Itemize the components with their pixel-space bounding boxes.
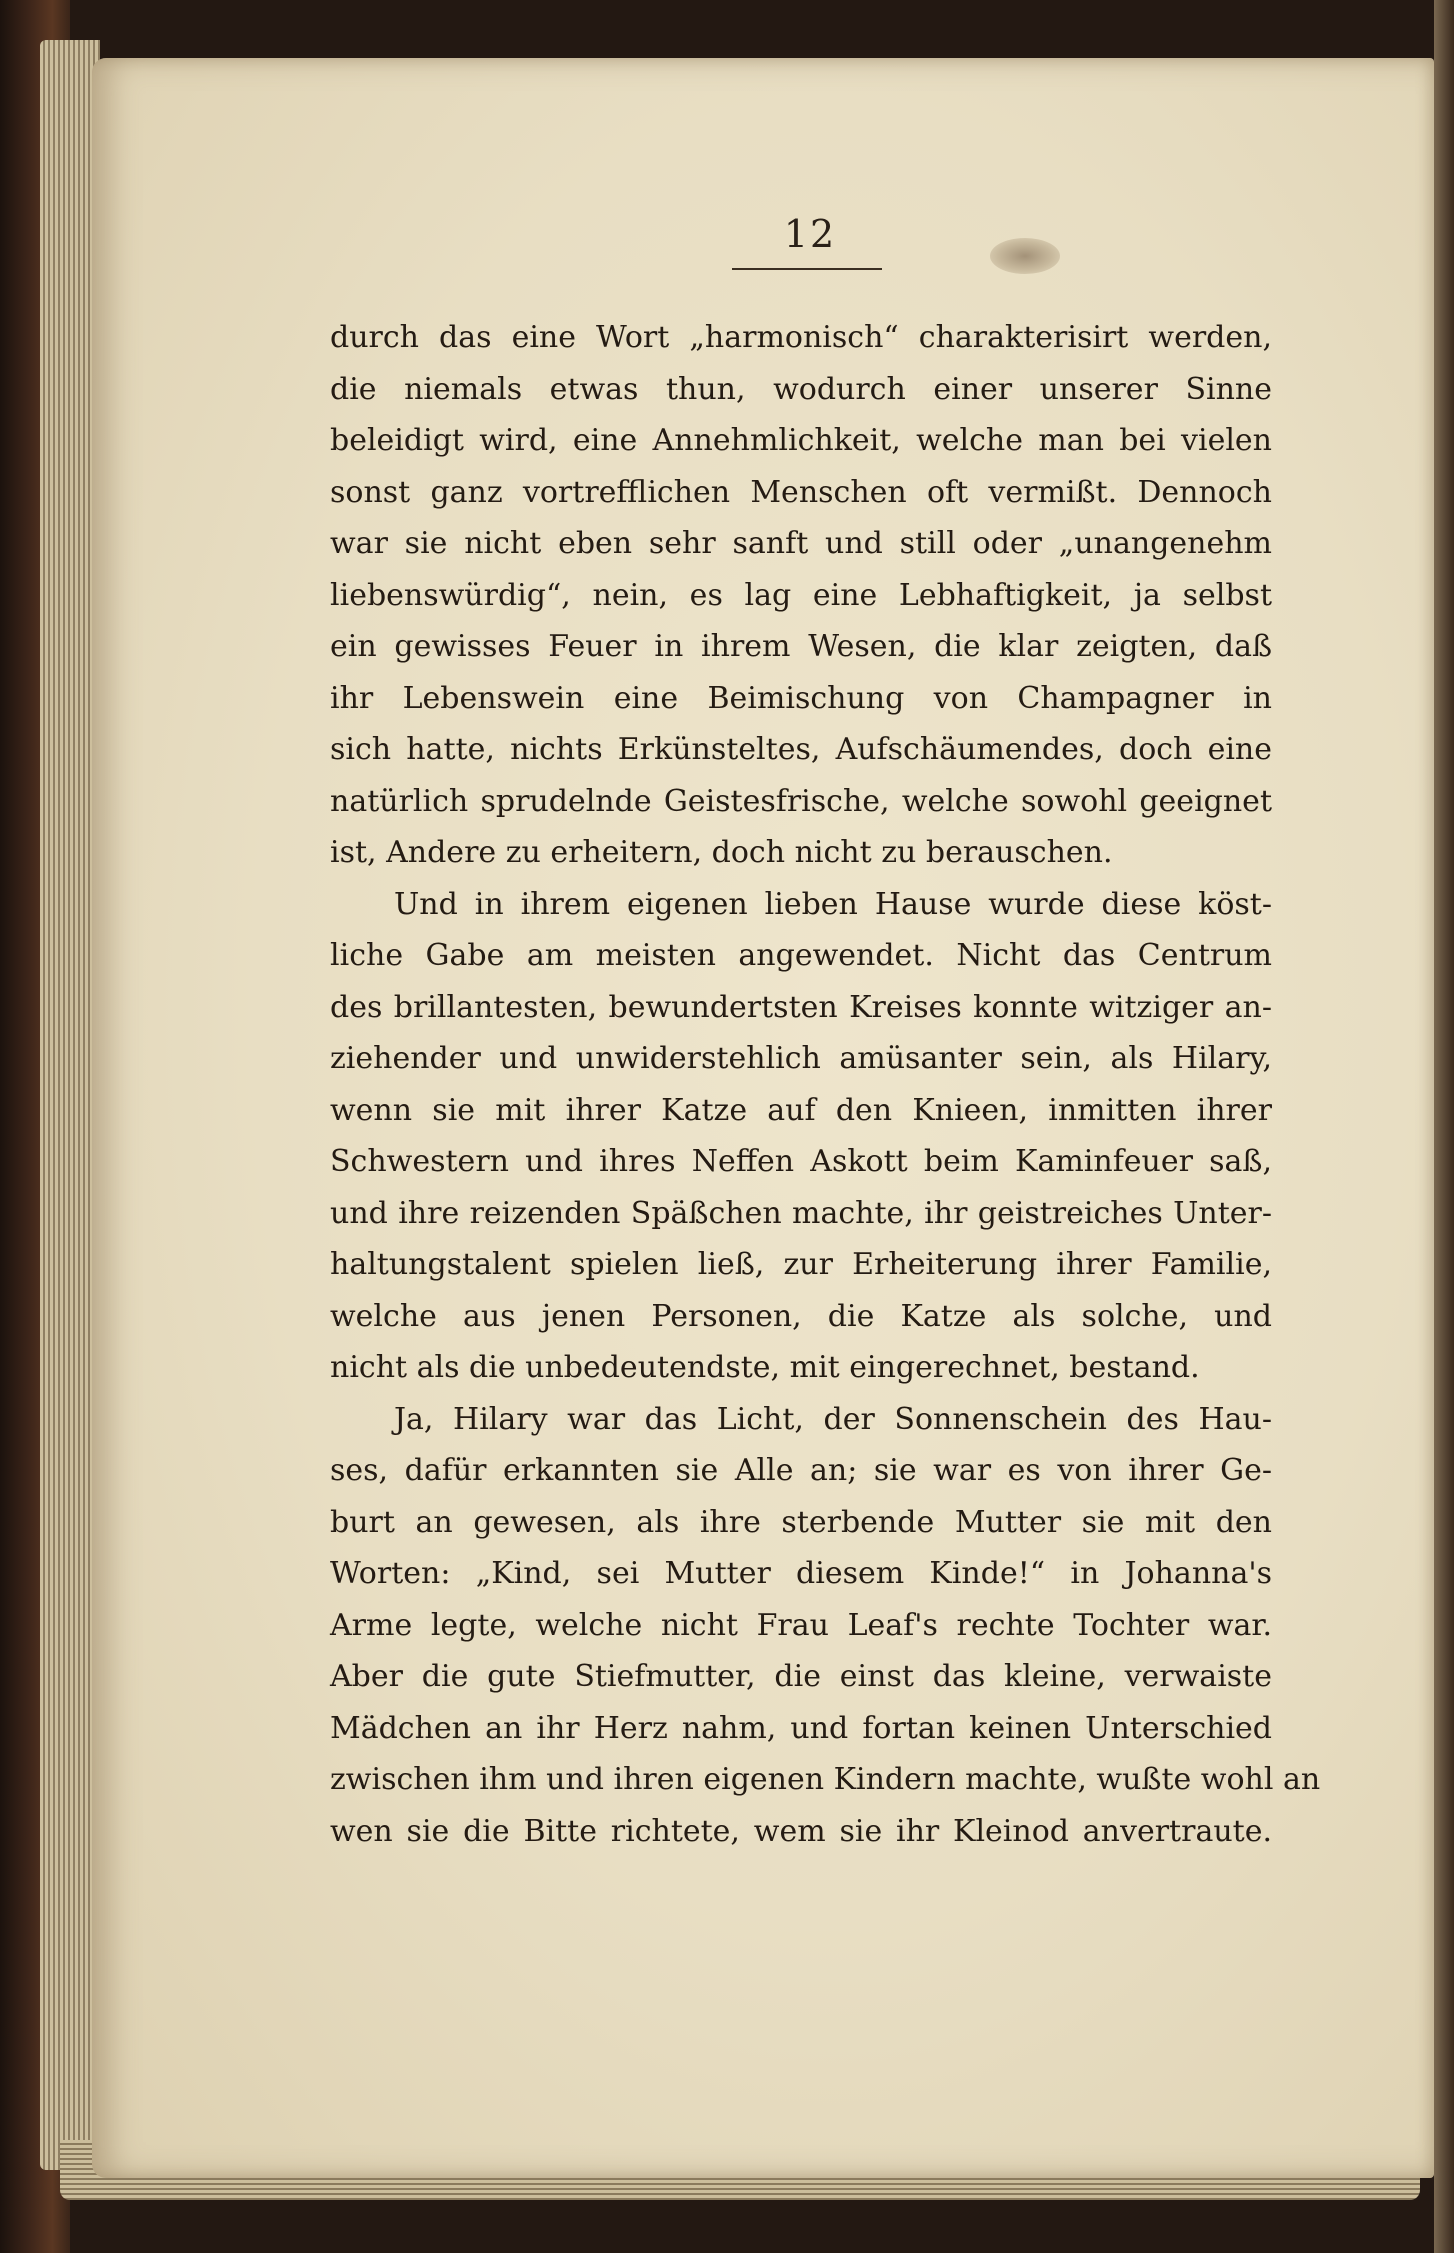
- text-line: sonst ganz vortrefflichen Menschen oft vermißt. Dennoch: [330, 474, 1272, 510]
- text-line: ihr Lebenswein eine Beimischung von Champagner in: [330, 680, 1272, 716]
- text-line: welche aus jenen Personen, die Katze als solche, und: [330, 1298, 1272, 1334]
- text-line: liebenswürdig“, nein, es lag eine Lebhaftigkeit, ja selbst: [330, 577, 1272, 613]
- text-line: ist, Andere zu erheitern, doch nicht zu berauschen.: [330, 835, 1113, 870]
- text-line: Arme legte, welche nicht Frau Leaf's rechte Tochter war.: [330, 1607, 1272, 1643]
- body-text: [330, 312, 1321, 1857]
- text-line: wen sie die Bitte richtete, wem sie ihr Kleinod anvertraute.: [330, 1813, 1272, 1849]
- text-line: ziehender und unwiderstehlich amüsanter sein, als Hilary,: [330, 1041, 1272, 1076]
- paper-stain: [990, 238, 1060, 274]
- text-line: des brillantesten, bewundertsten Kreises konnte witziger an-: [330, 989, 1272, 1025]
- text-line: burt an gewesen, als ihre sterbende Mutter sie mit den: [330, 1504, 1272, 1540]
- text-line: liche Gabe am meisten angewendet. Nicht das Centrum: [330, 938, 1272, 973]
- text-line: wenn sie mit ihrer Katze auf den Knieen, inmitten ihrer: [330, 1092, 1272, 1128]
- right-shadow: [1434, 0, 1454, 2253]
- text-line: haltungstalent spielen ließ, zur Erheiterung ihrer Familie,: [330, 1247, 1272, 1282]
- text-line: Schwestern und ihres Neffen Askott beim Kaminfeuer saß,: [330, 1144, 1272, 1179]
- text-line: ein gewisses Feuer in ihrem Wesen, die klar zeigten, daß: [330, 629, 1272, 664]
- text-line: natürlich sprudelnde Geistesfrische, welche sowohl geeignet: [330, 783, 1272, 819]
- text-line: und ihre reizenden Späßchen machte, ihr geistreiches Unter-: [330, 1195, 1272, 1231]
- text-line: Mädchen an ihr Herz nahm, und fortan keinen Unterschied: [330, 1710, 1272, 1746]
- text-line: Aber die gute Stiefmutter, die einst das kleine, verwaiste: [330, 1659, 1272, 1694]
- text-line: durch das eine Wort „harmonisch“ charakterisirt werden,: [330, 320, 1272, 355]
- header-rule: [732, 268, 882, 270]
- text-line: zwischen ihm und ihren eigenen Kindern machte, wußte wohl an: [330, 1762, 1321, 1797]
- text-line: Und in ihrem eigenen lieben Hause wurde diese köst-: [394, 886, 1272, 922]
- page-number: 12: [783, 212, 837, 256]
- text-line: die niemals etwas thun, wodurch einer unserer Sinne: [330, 371, 1272, 407]
- text-line: beleidigt wird, eine Annehmlichkeit, welche man bei vielen: [330, 423, 1272, 458]
- text-line: Ja, Hilary war das Licht, der Sonnenschein des Hau-: [394, 1401, 1272, 1437]
- text-line: war sie nicht eben sehr sanft und still oder „unangenehm: [330, 526, 1272, 561]
- text-line: Worten: „Kind, sei Mutter diesem Kinde!“ in Johanna's: [330, 1556, 1272, 1591]
- text-line: nicht als die unbedeutendste, mit eingerechnet, bestand.: [330, 1350, 1200, 1385]
- page-stack-edges: [40, 40, 100, 2170]
- text-line: sich hatte, nichts Erkünsteltes, Aufschäumendes, doch eine: [330, 732, 1272, 767]
- text-line: ses, dafür erkannten sie Alle an; sie war es von ihrer Ge-: [330, 1453, 1272, 1488]
